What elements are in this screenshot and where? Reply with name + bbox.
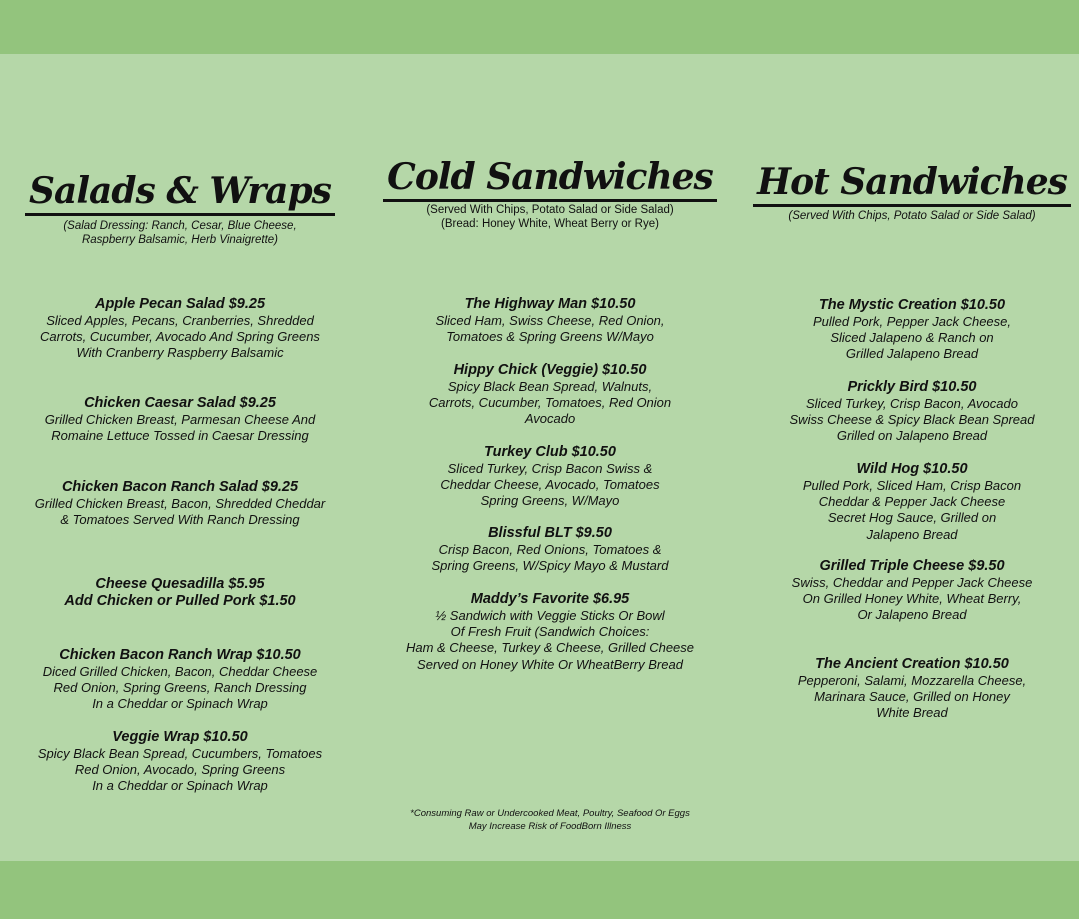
item-description: Spicy Black Bean Spread, Cucumbers, Tomatoes Red Onion, Avocado, Spring Greens In a Cheddar or Spinach Wrap bbox=[37, 746, 323, 794]
item-description: Pulled Pork, Sliced Ham, Crisp Bacon Cheddar & Pepper Jack Cheese Secret Hog Sauce, Grilled on Jalapeno Bread bbox=[802, 478, 1022, 542]
item-name: The Highway Man $10.50 bbox=[464, 296, 636, 312]
menu-item bbox=[380, 525, 720, 574]
item-description: Pulled Pork, Pepper Jack Cheese, Sliced Jalapeno & Ranch on Grilled Jalapeno Bread bbox=[813, 314, 1011, 362]
item-name: Chicken Caesar Salad $9.25 bbox=[84, 395, 276, 411]
item-description: ½ Sandwich with Veggie Sticks Or Bowl Of Fresh Fruit (Sandwich Choices: Ham & Cheese, Turkey & Cheese, Grilled Cheese Served on Honey White Or WheatBerry Bread bbox=[405, 608, 695, 672]
item-description: Spicy Black Bean Spread, Walnuts, Carrots, Cucumber, Tomatoes, Red Onion Avocado bbox=[428, 379, 672, 427]
item-name: Prickly Bird $10.50 bbox=[847, 379, 977, 395]
item-description: Sliced Ham, Swiss Cheese, Red Onion, Tomatoes & Spring Greens W/Mayo bbox=[435, 313, 665, 345]
item-description: Pepperoni, Salami, Mozzarella Cheese, Marinara Sauce, Grilled on Honey White Bread bbox=[797, 673, 1027, 721]
item-name: Wild Hog $10.50 bbox=[856, 461, 968, 477]
menu-item bbox=[742, 379, 1079, 445]
salads-title: Salads & Wraps bbox=[10, 170, 350, 216]
item-name: Blissful BLT $9.50 bbox=[488, 525, 612, 541]
top-band bbox=[0, 0, 1079, 54]
item-name: Hippy Chick (Veggie) $10.50 bbox=[453, 362, 647, 378]
bottom-band bbox=[0, 861, 1079, 919]
item-name: Chicken Bacon Ranch Salad $9.25 bbox=[61, 479, 299, 495]
item-name: The Mystic Creation $10.50 bbox=[818, 297, 1006, 313]
menu-item bbox=[380, 296, 720, 345]
item-description: Sliced Turkey, Crisp Bacon Swiss & Cheddar Cheese, Avocado, Tomatoes Spring Greens, W/Mayo bbox=[440, 461, 660, 509]
item-description: Diced Grilled Chicken, Bacon, Cheddar Cheese Red Onion, Spring Greens, Ranch Dressing In a Cheddar or Spinach Wrap bbox=[42, 664, 318, 712]
item-name: Grilled Triple Cheese $9.50 bbox=[819, 558, 1005, 574]
menu-item bbox=[380, 362, 720, 428]
menu-item bbox=[10, 729, 350, 795]
menu-item bbox=[742, 558, 1079, 624]
menu-item bbox=[10, 296, 350, 362]
menu-item bbox=[10, 479, 350, 528]
item-description: Grilled Chicken Breast, Bacon, Shredded Cheddar & Tomatoes Served With Ranch Dressing bbox=[34, 496, 326, 528]
cold-subtitle: (Served With Chips, Potato Salad or Side Salad) (Bread: Honey White, Wheat Berry or Rye) bbox=[426, 204, 674, 230]
menu-item bbox=[742, 297, 1079, 363]
item-name: The Ancient Creation $10.50 bbox=[815, 656, 1009, 672]
item-name: Veggie Wrap $10.50 bbox=[112, 729, 248, 745]
hot-subtitle: (Served With Chips, Potato Salad or Side Salad) bbox=[788, 210, 1036, 222]
foodborne-illness-note: *Consuming Raw or Undercooked Meat, Poultry, Seafood Or Eggs May Increase Risk of FoodBorn Illness bbox=[410, 808, 690, 832]
menu-item bbox=[742, 656, 1079, 722]
item-description: Swiss, Cheddar and Pepper Jack Cheese On Grilled Honey White, Wheat Berry, Or Jalapeno Bread bbox=[791, 575, 1033, 623]
menu-item bbox=[380, 444, 720, 510]
item-name: Turkey Club $10.50 bbox=[484, 444, 616, 460]
menu-item bbox=[10, 647, 350, 713]
menu-item bbox=[742, 461, 1079, 543]
item-description: Sliced Turkey, Crisp Bacon, Avocado Swiss Cheese & Spicy Black Bean Spread Grilled on Jalapeno Bread bbox=[789, 396, 1035, 444]
item-name: Chicken Bacon Ranch Wrap $10.50 bbox=[59, 647, 301, 663]
item-description: Crisp Bacon, Red Onions, Tomatoes & Spring Greens, W/Spicy Mayo & Mustard bbox=[431, 542, 669, 574]
item-name: Maddy’s Favorite $6.95 bbox=[470, 591, 630, 607]
salads-subtitle: (Salad Dressing: Ranch, Cesar, Blue Cheese, Raspberry Balsamic, Herb Vinaigrette) bbox=[63, 220, 297, 246]
item-name: Cheese Quesadilla $5.95 Add Chicken or Pulled Pork $1.50 bbox=[64, 576, 296, 609]
item-description: Grilled Chicken Breast, Parmesan Cheese And Romaine Lettuce Tossed in Caesar Dressing bbox=[44, 412, 316, 444]
menu-item bbox=[10, 395, 350, 444]
menu-item bbox=[380, 591, 720, 673]
cold-title: Cold Sandwiches bbox=[380, 156, 720, 202]
item-description: Sliced Apples, Pecans, Cranberries, Shredded Carrots, Cucumber, Avocado And Spring Greens With Cranberry Raspberry Balsamic bbox=[40, 313, 320, 361]
item-name: Apple Pecan Salad $9.25 bbox=[94, 296, 266, 312]
hot-title: Hot Sandwiches bbox=[742, 161, 1079, 207]
menu-item bbox=[10, 576, 350, 610]
